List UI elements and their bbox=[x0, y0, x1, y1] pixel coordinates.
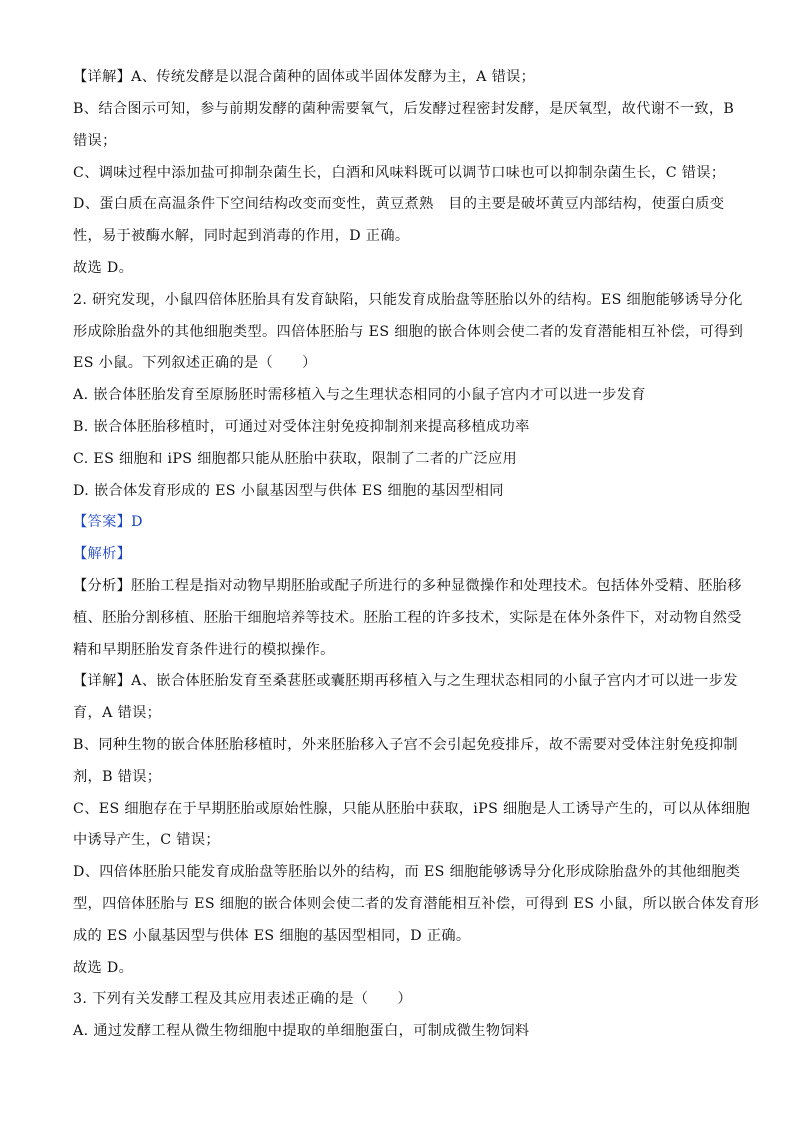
question-2-option-a: A. 嵌合体胚胎发育至原肠胚时需移植入与之生理状态相同的小鼠子宫内才可以进一步发育 bbox=[73, 387, 646, 403]
choice-line-1: 故选 D。 bbox=[73, 260, 134, 276]
detail2-line-7: D、四倍体胚胎只能发育成胎盘等胚胎以外的结构，而 ES 细胞能够诱导分化形成除胎盘外的其他细胞类 bbox=[73, 864, 741, 880]
detail2-line-1: 【详解】A、嵌合体胚胎发育至桑葚胚或囊胚期再移植入与之生理状态相同的小鼠子宫内才可以进一步发 bbox=[73, 673, 738, 689]
detail-line-4: C、调味过程中添加盐可抑制杂菌生长，白酒和风味料既可以调节口味也可以抑制杂菌生长，C 错误； bbox=[73, 165, 726, 181]
analysis-line-1: 【分析】胚胎工程是指对动物早期胚胎或配子所进行的多种显微操作和处理技术。包括体外受精、胚胎移 bbox=[73, 578, 742, 594]
choice-line-2: 故选 D。 bbox=[73, 960, 134, 976]
detail2-line-2: 育，A 错误； bbox=[73, 705, 162, 721]
detail2-line-8: 型，四倍体胚胎与 ES 细胞的嵌合体则会使二者的发育潜能相互补偿，可得到 ES 小鼠，所以嵌合体发育形 bbox=[73, 896, 760, 912]
question-2-option-c: C. ES 细胞和 iPS 细胞都只能从胚胎中获取，限制了二者的广泛应用 bbox=[73, 451, 518, 467]
detail2-line-5: C、ES 细胞存在于早期胚胎或原始性腺，只能从胚胎中获取，iPS 细胞是人工诱导产生的，可以从体细胞 bbox=[73, 801, 751, 817]
analysis-line-3: 精和早期胚胎发育条件进行的模拟操作。 bbox=[73, 642, 335, 658]
detail2-line-3: B、同种生物的嵌合体胚胎移植时，外来胚胎移入子宫不会引起免疫排斥，故不需要对受体注射免疫抑制 bbox=[73, 737, 738, 753]
answer-label: 【答案】D bbox=[73, 514, 143, 530]
question-2-stem-2: 形成除胎盘外的其他细胞类型。四倍体胚胎与 ES 细胞的嵌合体则会使二者的发育潜能相互补偿，可得到 bbox=[73, 324, 744, 340]
analysis-label: 【解析】 bbox=[73, 546, 132, 562]
detail-line-1: 【详解】A、传统发酵是以混合菌种的固体或半固体发酵为主，A 错误； bbox=[73, 69, 536, 85]
detail2-line-9: 成的 ES 小鼠基因型与供体 ES 细胞的基因型相同，D 正确。 bbox=[73, 928, 471, 944]
detail2-line-4: 剂，B 错误； bbox=[73, 769, 162, 785]
detail2-line-6: 中诱导产生，C 错误； bbox=[73, 832, 220, 848]
question-2-stem-1: 2. 研究发现，小鼠四倍体胚胎具有发育缺陷，只能发育成胎盘等胚胎以外的结构。ES 细胞能够诱导分化 bbox=[73, 292, 743, 308]
question-2-option-b: B. 嵌合体胚胎移植时，可通过对受体注射免疫抑制剂来提高移植成功率 bbox=[73, 419, 530, 435]
detail-line-2: B、结合图示可知，参与前期发酵的菌种需要氧气，后发酵过程密封发酵，是厌氧型，故代谢不一致，B bbox=[73, 101, 735, 117]
question-2-option-d: D. 嵌合体发育形成的 ES 小鼠基因型与供体 ES 细胞的基因型相同 bbox=[73, 483, 504, 499]
detail-line-5: D、蛋白质在高温条件下空间结构改变而变性，黄豆煮熟 目的主要是破坏黄豆内部结构，使蛋白质变 bbox=[73, 196, 725, 212]
question-3-stem: 3. 下列有关发酵工程及其应用表述正确的是（ ） bbox=[73, 991, 412, 1007]
detail-line-6: 性，易于被酶水解，同时起到消毒的作用，D 正确。 bbox=[73, 228, 410, 244]
question-3-option-a: A. 通过发酵工程从微生物细胞中提取的单细胞蛋白，可制成微生物饲料 bbox=[73, 1023, 530, 1039]
detail-line-3: 错误； bbox=[73, 133, 117, 149]
question-2-stem-3: ES 小鼠。下列叙述正确的是（ ） bbox=[73, 355, 317, 371]
analysis-line-2: 植、胚胎分割移植、胚胎干细胞培养等技术。胚胎工程的许多技术，实际是在体外条件下，对动物自然受 bbox=[73, 610, 742, 626]
